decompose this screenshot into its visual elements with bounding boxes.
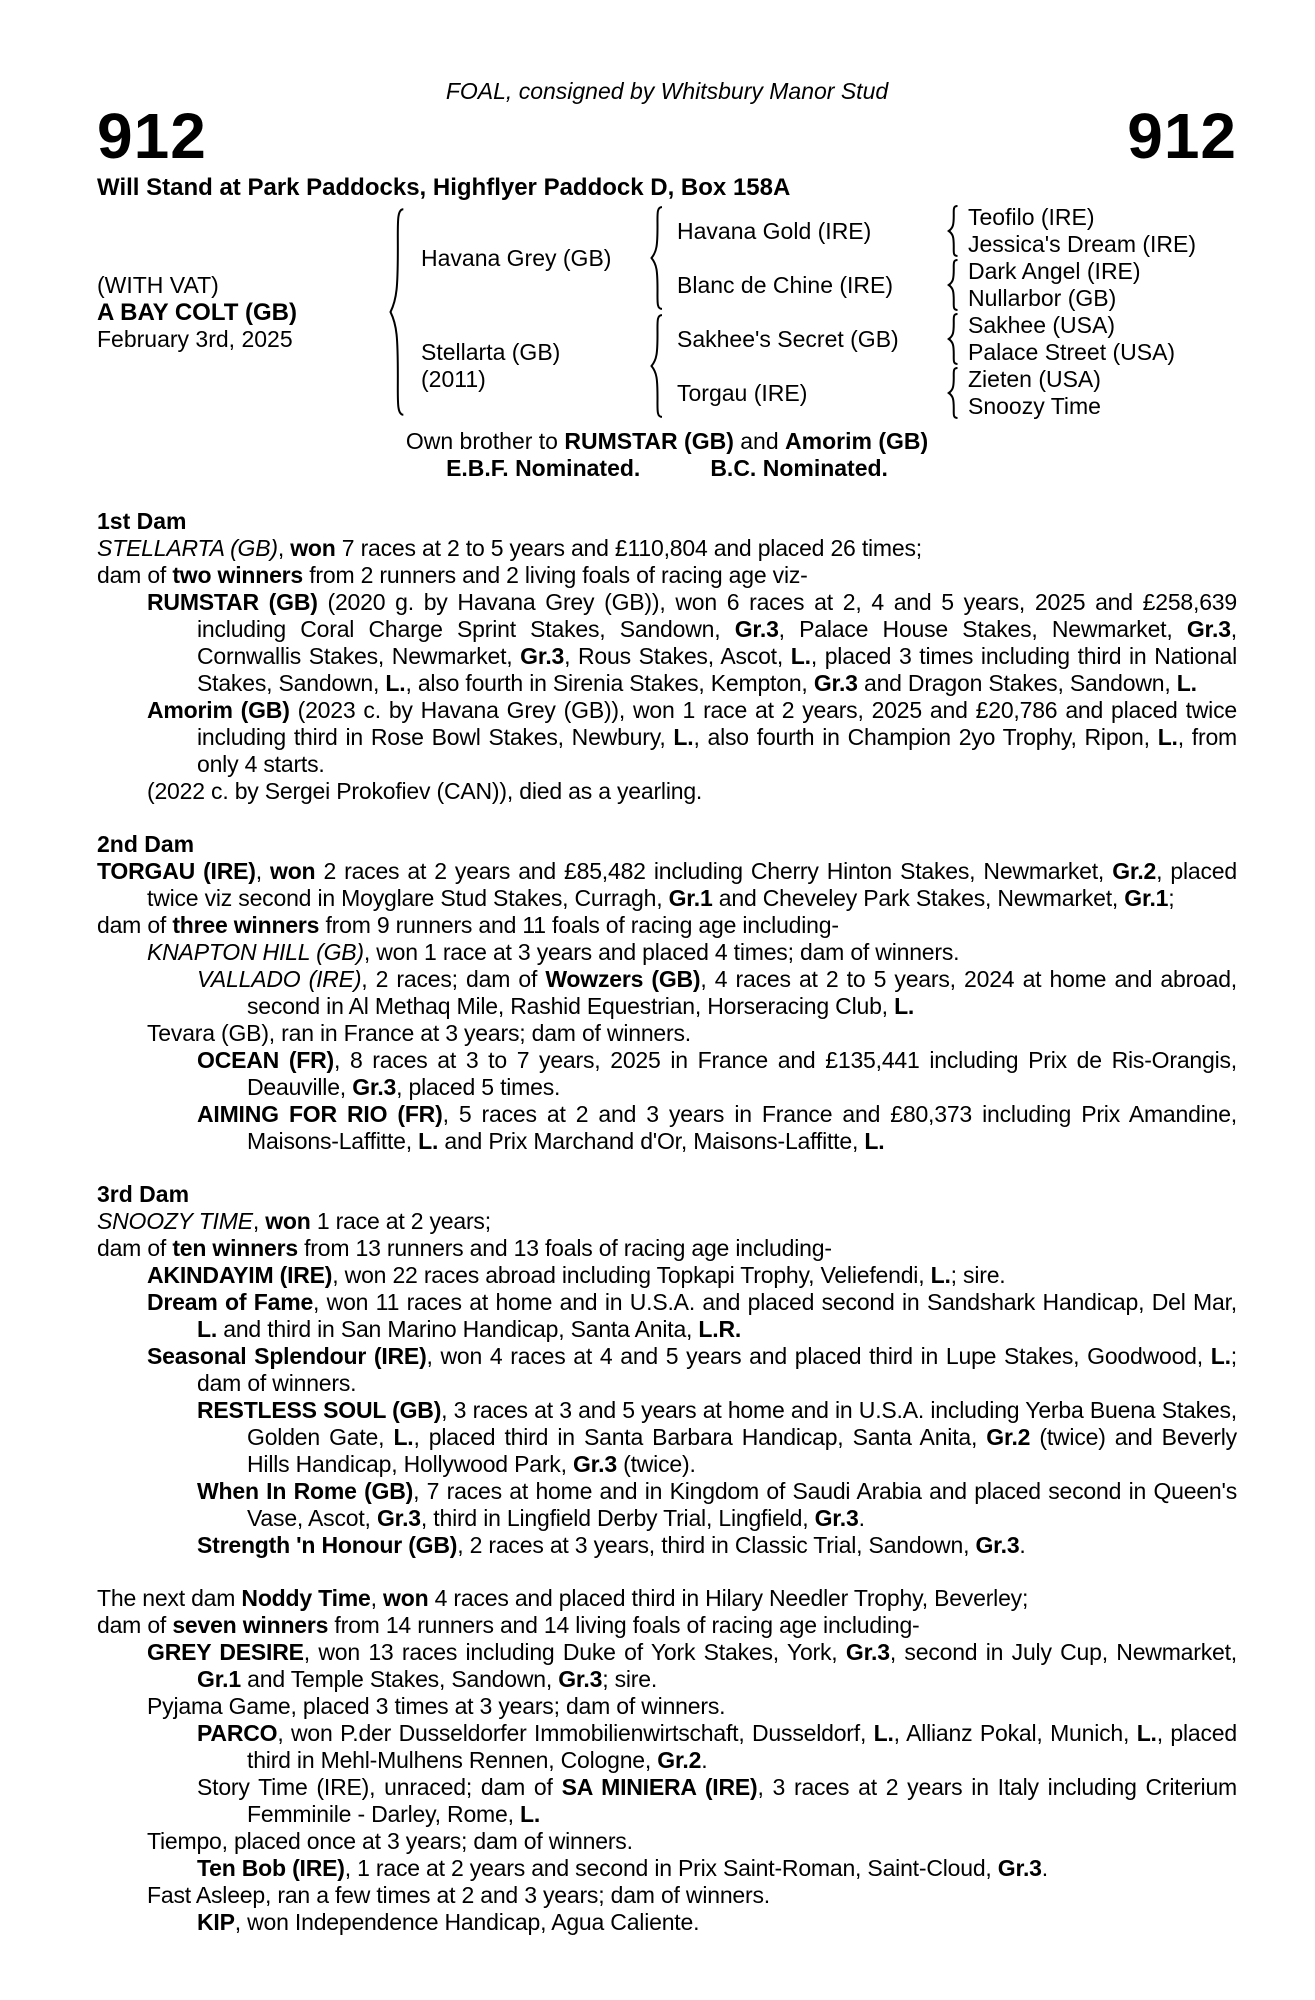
text-run: dam of xyxy=(97,1612,173,1638)
pedigree-paragraph xyxy=(97,1101,1237,1155)
text-run: L. xyxy=(873,1720,894,1746)
text-run: , placed third in Santa Barbara Handicap, Santa Anita, xyxy=(413,1424,987,1450)
text-run: , Allianz Pokal, Munich, xyxy=(893,1720,1137,1746)
text-run: Gr.3 xyxy=(376,1505,421,1531)
pedigree-paragraph xyxy=(97,1047,1237,1101)
pedigree-paragraph xyxy=(97,1532,1237,1559)
pedigree-paragraph xyxy=(97,1235,1237,1262)
own-brother-note xyxy=(97,428,1237,455)
text-run: Gr.2 xyxy=(1112,858,1157,884)
text-run: , won 22 races abroad including Topkapi Trophy, Veliefendi, xyxy=(332,1262,931,1288)
text-run: Gr.2 xyxy=(657,1747,702,1773)
text-run: Gr.3 xyxy=(845,1639,890,1665)
section-heading: 2nd Dam xyxy=(97,831,195,857)
dam-section xyxy=(97,831,1237,1155)
text-run: SNOOZY TIME xyxy=(97,1208,253,1234)
section-heading: 1st Dam xyxy=(97,508,187,534)
text-run: and third in San Marino Handicap, Santa Anita, xyxy=(217,1316,699,1342)
text-run: . xyxy=(858,1505,865,1531)
text-run: and Temple Stakes, Sandown, xyxy=(240,1666,559,1692)
bc-nominated: B.C. Nominated. xyxy=(710,455,888,481)
sire-grandparents xyxy=(665,204,1196,312)
pedigree-dam-sire-dam: Palace Street (USA) xyxy=(968,339,1176,365)
pedigree-paragraph xyxy=(97,697,1237,778)
text-run: , placed 3 times including third in National Stakes, Sandown, xyxy=(197,643,1238,696)
text-run: KNAPTON HILL (GB) xyxy=(147,939,364,965)
text-run: Gr.3 xyxy=(520,643,565,669)
pedigree-paragraph xyxy=(97,562,1237,589)
pedigree-paragraph xyxy=(97,966,1237,1020)
sire-sire-parents xyxy=(960,204,1196,258)
sire-sire-branch xyxy=(665,204,1196,258)
text-run: two winners xyxy=(172,562,304,588)
text-run: Ten Bob (IRE) xyxy=(197,1855,345,1881)
pedigree-sire-dam-dam: Nullarbor (GB) xyxy=(968,285,1117,311)
pedigree-paragraph xyxy=(97,1909,1237,1936)
text-run: Gr.2 xyxy=(986,1424,1031,1450)
pedigree-paragraph xyxy=(97,1289,1237,1343)
text-run: Gr.1 xyxy=(197,1666,241,1692)
text-run: , third in Lingfield Derby Trial, Lingfield, xyxy=(420,1505,815,1531)
text-run: ; sire. xyxy=(950,1262,1006,1288)
text-run: L. xyxy=(894,993,915,1019)
text-run: KIP xyxy=(197,1909,235,1935)
text-run: , 3 races at 3 and 5 years at home and in U.S.A. including Yerba Buena Stakes, Golden Gate, xyxy=(247,1397,1237,1450)
text-run: and Dragon Stakes, Sandown, xyxy=(857,670,1177,696)
parents-column xyxy=(407,204,1196,420)
text-run: L. xyxy=(1136,1720,1157,1746)
text-run: Gr.3 xyxy=(558,1666,603,1692)
text-run: , Rous Stakes, Ascot, xyxy=(564,643,791,669)
text-run: from 14 runners and 14 living foals of racing age including- xyxy=(328,1612,920,1638)
pedigree-sire-dam-sire: Dark Angel (IRE) xyxy=(968,258,1141,284)
pedigree-paragraph xyxy=(97,1585,1237,1612)
text-run: L. xyxy=(1176,670,1197,696)
pedigree-paragraph xyxy=(97,1855,1237,1882)
text-run: (2023 c. by Havana Grey (GB)), won 1 race at 2 years, 2025 and £20,786 and placed twice including third in Rose Bowl Stakes, Newbury, xyxy=(197,697,1237,750)
text-run: Own brother to xyxy=(405,428,565,454)
text-run: dam of xyxy=(97,1235,173,1261)
subject-column xyxy=(97,272,385,353)
brace-icon xyxy=(385,205,407,419)
text-run: TORGAU (IRE) xyxy=(97,858,256,884)
consignor-line: FOAL, consigned by Whitsbury Manor Stud xyxy=(445,78,889,104)
text-run: L. xyxy=(418,1128,439,1154)
pedigree-dam-block xyxy=(407,339,647,393)
text-run: L. xyxy=(1157,724,1178,750)
text-run: , won P.der Dusseldorfer Immobilienwirtschaft, Dusseldorf, xyxy=(277,1720,874,1746)
text-run: , won 13 races including Duke of York Stakes, York, xyxy=(303,1639,846,1665)
pedigree-paragraph xyxy=(97,939,1237,966)
text-run: , 8 races at 3 to 7 years, 2025 in France and £135,441 including Prix de Ris-Orangis, Deauville, xyxy=(247,1047,1237,1100)
text-run: seven winners xyxy=(172,1612,329,1638)
text-run: ; xyxy=(1168,885,1175,911)
pedigree-sire-sire-sire: Teofilo (IRE) xyxy=(968,204,1095,230)
text-run: three winners xyxy=(172,912,320,938)
text-run: , xyxy=(277,535,291,561)
pedigree-paragraph xyxy=(97,1020,1237,1047)
pedigree-paragraph xyxy=(97,1774,1237,1828)
text-run: L. xyxy=(930,1262,951,1288)
dam-section xyxy=(97,508,1237,805)
text-run: Pyjama Game, placed 3 times at 3 years; dam of winners. xyxy=(147,1693,726,1719)
text-run: won xyxy=(270,858,316,884)
pedigree-tree xyxy=(97,204,1237,420)
text-run: L.R. xyxy=(698,1316,742,1342)
brace-icon xyxy=(945,367,960,419)
dam-sire-branch xyxy=(665,312,1175,366)
brace-icon xyxy=(945,313,960,365)
pedigree-paragraph xyxy=(97,1262,1237,1289)
ebf-nominated: E.B.F. Nominated. xyxy=(446,455,641,481)
dam-section xyxy=(97,1181,1237,1559)
text-run: , xyxy=(252,1208,266,1234)
pedigree-paragraph xyxy=(97,912,1237,939)
pedigree-sire-sire-dam: Jessica's Dream (IRE) xyxy=(968,231,1197,257)
text-run: VALLADO (IRE) xyxy=(197,966,362,992)
text-run: RUMSTAR (GB) xyxy=(147,589,318,615)
pedigree-paragraph xyxy=(97,1612,1237,1639)
text-run: ; dam of winners. xyxy=(197,1343,1237,1396)
text-run: (2022 c. by Sergei Prokofiev (CAN)), died as a yearling. xyxy=(147,778,703,804)
dam-dam-parents xyxy=(960,366,1101,420)
text-run: Gr.3 xyxy=(734,616,779,642)
text-run: L. xyxy=(197,1316,218,1342)
text-run: (twice). xyxy=(616,1451,696,1477)
text-run: 4 races and placed third in Hilary Needler Trophy, Beverley; xyxy=(428,1585,1029,1611)
pedigree-paragraph xyxy=(97,1478,1237,1532)
pedigree-sire-sire: Havana Gold (IRE) xyxy=(677,217,872,244)
text-run: Gr.3 xyxy=(975,1532,1020,1558)
pedigree-paragraph xyxy=(97,535,1237,562)
text-run: , xyxy=(255,858,271,884)
dam-dam-branch xyxy=(665,366,1175,420)
text-run: Gr.3 xyxy=(1186,616,1231,642)
text-run: When In Rome (GB) xyxy=(197,1478,414,1504)
text-run: , won 1 race at 3 years and placed 4 times; dam of winners. xyxy=(363,939,960,965)
text-run: , xyxy=(370,1585,384,1611)
text-run: , Palace House Stakes, Newmarket, xyxy=(778,616,1187,642)
sire-dam-parents xyxy=(960,258,1141,312)
text-run: Gr.3 xyxy=(814,1505,859,1531)
stand-location-line: Will Stand at Park Paddocks, Highflyer Paddock D, Box 158A xyxy=(97,174,791,201)
text-run: and xyxy=(733,428,786,454)
text-run: AKINDAYIM (IRE) xyxy=(147,1262,333,1288)
text-run: 1 race at 2 years; xyxy=(310,1208,491,1234)
text-run: , Cornwallis Stakes, Newmarket, xyxy=(197,616,1237,669)
dam-branch xyxy=(407,312,1196,420)
subject-foal-date: February 3rd, 2025 xyxy=(97,325,293,352)
pedigree-sire: Havana Grey (GB) xyxy=(421,244,612,271)
text-run: , placed twice viz second in Moyglare Stud Stakes, Curragh, xyxy=(147,858,1237,911)
text-run: won xyxy=(383,1585,429,1611)
lot-number-row xyxy=(97,100,1237,172)
pedigree-paragraph xyxy=(97,1828,1237,1855)
text-run: RESTLESS SOUL (GB) xyxy=(197,1397,442,1423)
text-run: (twice) and Beverly Hills Handicap, Hollywood Park, xyxy=(247,1424,1237,1477)
dam-sire-parents xyxy=(960,312,1175,366)
pedigree-paragraph xyxy=(97,1208,1237,1235)
text-run: L. xyxy=(393,1424,414,1450)
pedigree-dam-dam: Torgau (IRE) xyxy=(677,379,808,406)
text-run: Gr.3 xyxy=(813,670,858,696)
subject-name: A BAY COLT (GB) xyxy=(97,298,298,326)
sire-branch xyxy=(407,204,1196,312)
section-heading: 3rd Dam xyxy=(97,1181,190,1207)
text-run: Strength 'n Honour (GB) xyxy=(197,1532,458,1558)
text-run: won xyxy=(265,1208,311,1234)
text-run: Noddy Time xyxy=(241,1585,371,1611)
text-run: AIMING FOR RIO (FR) xyxy=(197,1101,443,1127)
pedigree-dam-dam-sire: Zieten (USA) xyxy=(968,366,1101,392)
text-run: Tiempo, placed once at 3 years; dam of winners. xyxy=(147,1828,633,1854)
lot-number-left: 912 xyxy=(97,100,207,172)
text-run: Amorim (GB) xyxy=(147,697,290,723)
text-run: and Prix Marchand d'Or, Maisons-Laffitte, xyxy=(438,1128,865,1154)
text-run: PARCO xyxy=(197,1720,278,1746)
pedigree-paragraph xyxy=(97,778,1237,805)
pedigree-paragraph xyxy=(97,1639,1237,1693)
text-run: , won 4 races at 4 and 5 years and placed third in Lupe Stakes, Goodwood, xyxy=(426,1343,1211,1369)
text-run: from 2 runners and 2 living foals of racing age viz- xyxy=(303,562,808,588)
text-run: L. xyxy=(673,724,694,750)
text-run: . xyxy=(701,1747,708,1773)
text-run: , won 11 races at home and in U.S.A. and placed second in Sandshark Handicap, Del Mar, xyxy=(313,1289,1237,1315)
text-run: L. xyxy=(790,643,811,669)
text-run: Gr.1 xyxy=(1124,885,1169,911)
text-run: and Cheveley Park Stakes, Newmarket, xyxy=(712,885,1125,911)
dam-sections xyxy=(97,508,1237,1936)
text-run: dam of xyxy=(97,912,173,938)
text-run: ; sire. xyxy=(602,1666,658,1692)
dam-section xyxy=(97,1585,1237,1936)
text-run: , 2 races; dam of xyxy=(361,966,546,992)
text-run: Gr.3 xyxy=(997,1855,1042,1881)
text-run: Tevara (GB), ran in France at 3 years; dam of winners. xyxy=(147,1020,691,1046)
pedigree-dam-year: (2011) xyxy=(421,366,486,392)
text-run: Seasonal Splendour (IRE) xyxy=(147,1343,427,1369)
text-run: L. xyxy=(385,670,406,696)
pedigree-paragraph xyxy=(97,1720,1237,1774)
brace-icon xyxy=(647,205,665,311)
text-run: , placed third in Mehl-Mulhens Rennen, Cologne, xyxy=(247,1720,1237,1773)
pedigree-paragraph xyxy=(97,858,1237,912)
text-run: Wowzers (GB) xyxy=(545,966,701,992)
text-run: SA MINIERA (IRE) xyxy=(561,1774,758,1800)
text-run: , 4 races at 2 to 5 years, 2024 at home and abroad, second in Al Methaq Mile, Rashid Equestrian, Horseracing Club, xyxy=(247,966,1237,1019)
vat-note: (WITH VAT) xyxy=(97,271,219,298)
text-run: from 13 runners and 13 foals of racing age including- xyxy=(297,1235,832,1261)
text-run: Gr.3 xyxy=(572,1451,617,1477)
pedigree-dam: Stellarta (GB) xyxy=(421,339,561,365)
nominations xyxy=(97,455,1237,482)
text-run: , placed 5 times. xyxy=(396,1074,561,1100)
text-run: The next dam xyxy=(97,1585,242,1611)
text-run: won xyxy=(290,535,336,561)
brace-icon xyxy=(945,259,960,311)
text-run: GREY DESIRE xyxy=(147,1639,304,1665)
text-run: Dream of Fame xyxy=(147,1289,314,1315)
text-run: RUMSTAR (GB) xyxy=(564,428,734,454)
text-run: , 7 races at home and in Kingdom of Saudi Arabia and placed second in Queen's Vase, Ascot, xyxy=(247,1478,1238,1531)
text-run: ten winners xyxy=(172,1235,298,1261)
brace-icon xyxy=(647,313,665,419)
text-run: (2020 g. by Havana Grey (GB)), won 6 races at 2, 4 and 5 years, 2025 and £258,639 including Coral Charge Sprint Stakes, Sandown, xyxy=(197,589,1237,642)
sire-dam-branch xyxy=(665,258,1196,312)
pedigree-paragraph xyxy=(97,1397,1237,1478)
text-run: , second in July Cup, Newmarket, xyxy=(889,1639,1237,1665)
text-run: L. xyxy=(864,1128,885,1154)
text-run: L. xyxy=(1210,1343,1231,1369)
text-run: . xyxy=(1041,1855,1048,1881)
pedigree-paragraph xyxy=(97,589,1237,697)
text-run: Fast Asleep, ran a few times at 2 and 3 years; dam of winners. xyxy=(147,1882,770,1908)
text-run: L. xyxy=(519,1801,541,1827)
text-run: Gr.1 xyxy=(668,885,713,911)
pedigree-paragraph xyxy=(97,1882,1237,1909)
text-run: , 1 race at 2 years and second in Prix Saint-Roman, Saint-Cloud, xyxy=(344,1855,998,1881)
pedigree-dam-sire-sire: Sakhee (USA) xyxy=(968,312,1116,338)
pedigree-dam-dam-dam: Snoozy Time xyxy=(968,393,1101,419)
pedigree-paragraph xyxy=(97,1343,1237,1397)
pedigree-sire-dam: Blanc de Chine (IRE) xyxy=(677,271,894,298)
text-run: dam of xyxy=(97,562,173,588)
text-run: , won Independence Handicap, Agua Caliente. xyxy=(234,1909,700,1935)
pedigree-dam-sire: Sakhee's Secret (GB) xyxy=(677,325,899,352)
text-run: Gr.3 xyxy=(352,1074,397,1100)
text-run: 7 races at 2 to 5 years and £110,804 and placed 26 times; xyxy=(335,535,922,561)
text-run: OCEAN (FR) xyxy=(197,1047,334,1073)
text-run: , 3 races at 2 years in Italy including Criterium Femminile - Darley, Rome, xyxy=(247,1774,1238,1827)
text-run: from 9 runners and 11 foals of racing age including- xyxy=(319,912,839,938)
text-run: Amorim (GB) xyxy=(785,428,929,454)
dam-grandparents xyxy=(665,312,1175,420)
text-run: STELLARTA (GB) xyxy=(97,535,278,561)
lot-number-right: 912 xyxy=(1127,100,1237,172)
text-run: Story Time (IRE), unraced; dam of xyxy=(197,1774,562,1800)
text-run: . xyxy=(1019,1532,1026,1558)
text-run: , also fourth in Champion 2yo Trophy, Ripon, xyxy=(693,724,1158,750)
pedigree-paragraph xyxy=(97,1693,1237,1720)
text-run: , also fourth in Sirenia Stakes, Kempton, xyxy=(405,670,814,696)
text-run: , 2 races at 3 years, third in Classic Trial, Sandown, xyxy=(457,1532,976,1558)
text-run: , from only 4 starts. xyxy=(197,724,1237,777)
text-run: , 5 races at 2 and 3 years in France and £80,373 including Prix Amandine, Maisons-Laffitte, xyxy=(247,1101,1237,1154)
brace-icon xyxy=(945,205,960,257)
text-run: 2 races at 2 years and £85,482 including Cherry Hinton Stakes, Newmarket, xyxy=(315,858,1113,884)
